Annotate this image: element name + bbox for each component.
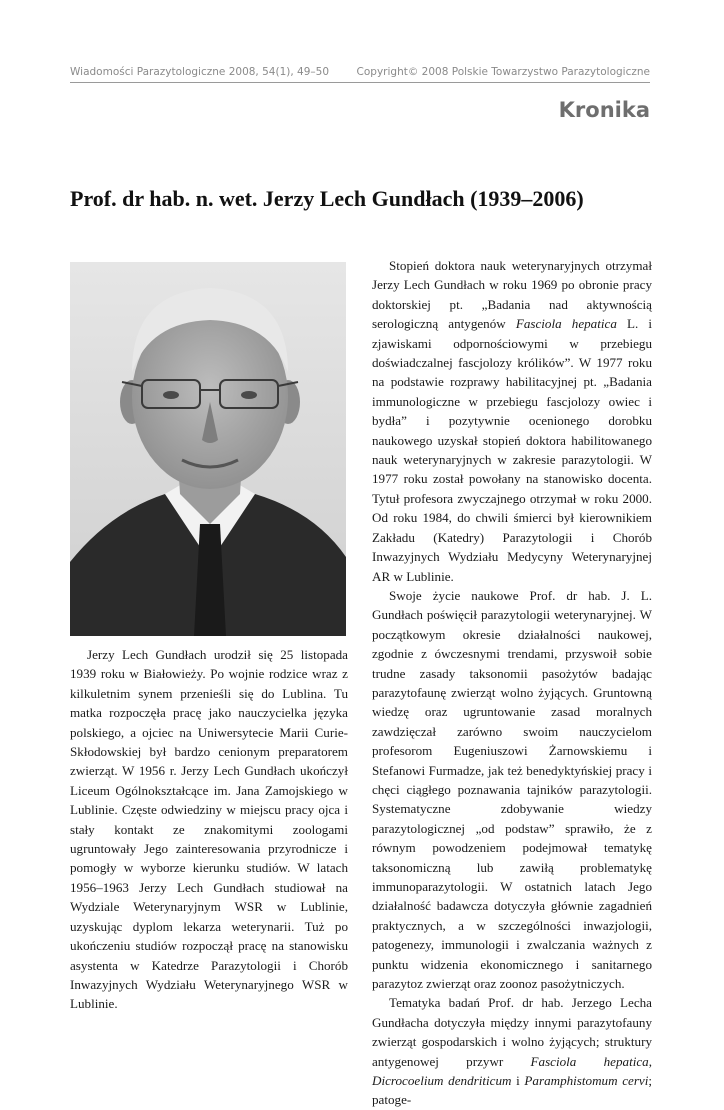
research-paragraph: Swoje życie naukowe Prof. dr hab. J. L. Gundłach poświęcił parazytologii weterynaryjnej. W początkowym okresie działalności naukowej, zgodnie z ówczesnymi trendami, przyswoił sobie trudne zasady taksonomii pasożytów badając parazytofaunę zwierząt wolno żyjących. Gruntowną wiedzę oraz ugruntowanie zasad moralnych zawdzięczał zarówno swoim nauczycielom profesorom Eugeniuszowi Żarnowskiemu i Stefanowi Furmadze, jak też benedyktyńskiej pracy i chęci ciągłego poznawania tajników parazytologii. Systematyczne zdobywanie wiedzy parazytologicznej „od podstaw” sprawiło, że z równym powodzeniem podejmował tematykę taksonomiczną lub zawiłą problematykę immunoparazytologii. W ostatnich latach Jego działalność badawcza dotyczyła głównie zagadnień praktycznych, a w szczególności inwazjologii, patogenezy, immunologii i zwalczania ważnych z punktu widzenia ekonomicznego i sanitarnego parazytoz zwierząt oraz zoonoz pasożytniczych. [372,587,652,992]
portrait-photo [70,262,346,636]
journal-citation: Wiadomości Parazytologiczne 2008, 54(1), 49–50 [70,66,329,78]
article-title: Prof. dr hab. n. wet. Jerzy Lech Gundłach (1939–2006) [70,186,584,211]
topics-paragraph: Tematyka badań Prof. dr hab. Jerzego Lecha Gundłacha dotyczyła między innymi parazytofauny zwierząt gospodarskich i wolno żyjących; struktury antygenowej przywr Fasciola hepatica, Dicrocoelium dendriticum i Paramphistomum cervi; patoge- [372,995,653,1108]
right-column [372,256,652,1110]
copyright-notice: Copyright© 2008 Polskie Towarzystwo Parazytologiczne [356,66,650,78]
section-label: Kronika [558,98,650,122]
biography-paragraph: Jerzy Lech Gundłach urodził się 25 listopada 1939 roku w Białowieży. Po wojnie rodzice wraz z kilkuletnim synem przenieśli się do Lublina. Tu matka rozpoczęła pracę jako nauczycielka języka polskiego, a ojciec na Uniwersytecie Marii Curie-Skłodowskiej był bardzo cenionym preparatorem zwierząt. W 1956 r. Jerzy Lech Gundłach ukończył Liceum Ogólnokształcące im. Jana Zamojskiego w Lublinie. Częste odwiedziny w miejscu pracy ojca i stały kontakt ze znakomitymi zoologami ugruntowały Jego zainteresowania przyrodnicze i pomogły w wyborze kierunku studiów. W latach 1956–1963 Jerzy Lech Gundłach studiował na Wydziale Weterynaryjnym WSR w Lublinie, uzyskując dyplom lekarza weterynarii. Tuż po ukończeniu studiów rozpoczął pracę na stanowisku asystenta w Katedrze Parazytologii i Chorób Inwazyjnych Wydziału Weterynaryjnego WSR w Lublinie. [70,647,348,1012]
left-column [70,645,348,1014]
career-paragraph: Stopień doktora nauk weterynaryjnych otrzymał Jerzy Lech Gundłach w roku 1969 po obronie pracy doktorskiej pt. „Badania nad aktywnością serologiczną antygenów Fasciola hepatica L. i zjawiskami odpornościowymi w przebiegu doświadczalnej fascjolozy królików”. W 1977 roku na podstawie rozprawy habilitacyjnej pt. „Badania immunologiczne w przebiegu fascjolozy owiec i bydła” i pozytywnie ocenionego dorobku naukowego uzyskał stopień doktora habilitowanego nauk weterynaryjnych w zakresie parazytologii. W 1977 roku został powołany na stanowisko docenta. Tytuł profesora zwyczajnego otrzymał w roku 2000. Od roku 1984, do chwili śmierci był kierownikiem Zakładu (Katedry) Parazytologii i Chorób Inwazyjnych Wydziału Medycyny Weterynaryjnej AR w Lublinie. [372,258,653,584]
running-head [70,64,650,83]
